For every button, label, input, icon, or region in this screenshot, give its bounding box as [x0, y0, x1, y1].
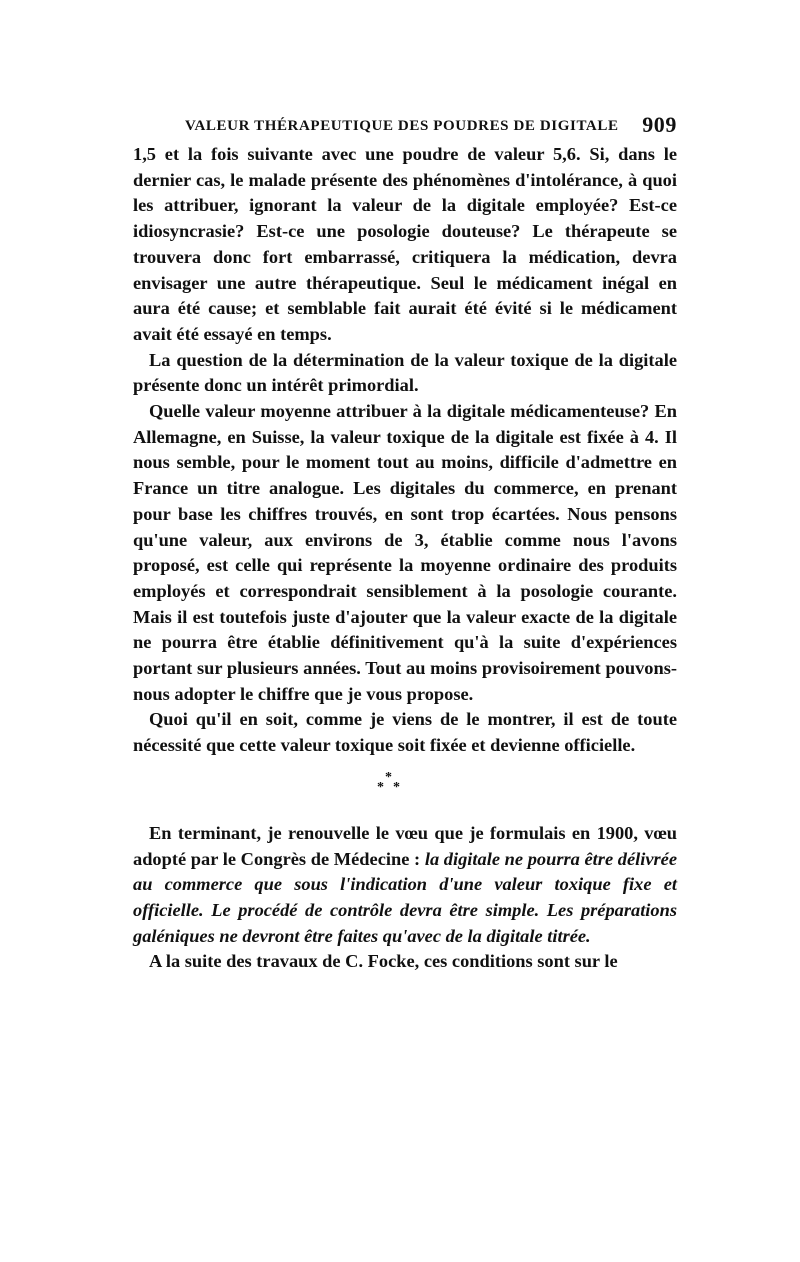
closing-paragraph — [133, 821, 677, 950]
paragraph: Quoi qu'il en soit, comme je viens de le montrer, il est de toute nécessité que cette valeur toxique soit fixée et devienne officielle. — [133, 709, 677, 756]
asterism-star: * — [385, 769, 392, 785]
closing-italic-resolution: la digitale ne pourra être délivrée au commerce que sous l'indication d'une valeur toxique fixe et officielle. Le procédé de contrôle devra être simple. Les préparations galéniques ne devront être faites qu'avec de la digitale titrée. — [133, 848, 677, 946]
running-header — [133, 112, 677, 142]
closing-lead: En terminant, je renouvelle le vœu que je formulais en 1900, vœu adopté par le Congrès de Médecine : — [133, 822, 677, 869]
final-paragraph: A la suite des travaux de C. Focke, ces conditions sont sur le — [149, 951, 618, 972]
asterism-star: * — [377, 779, 384, 795]
running-title: VALEUR THÉRAPEUTIQUE DES POUDRES DE DIGITALE — [185, 118, 619, 134]
book-page — [133, 112, 677, 975]
paragraph-continuation: 1,5 et la fois suivante avec une poudre de valeur 5,6. Si, dans le dernier cas, le malade présente des phénomènes d'intolérance, à quoi les attribuer, ignorant la valeur de la digitale employée? Est-ce idiosyncrasie? Est-ce une posologie douteuse? Le thérapeute se trouvera donc fort embarrassé, critiquera la médication, devra envisager une autre thérapeutique. Seul le médicament inégal en aura été cause; et semblable fait aurait été évité si le médicament avait été essayé en temps. — [133, 144, 677, 344]
asterism-star: * — [393, 779, 400, 795]
paragraph: La question de la détermination de la valeur toxique de la digitale présente donc un intérêt primordial. — [133, 349, 677, 396]
section-asterism — [133, 761, 677, 821]
body-text — [133, 142, 677, 975]
paragraph: Quelle valeur moyenne attribuer à la digitale médicamenteuse? En Allemagne, en Suisse, la valeur toxique de la digitale est fixée à 4. Il nous semble, pour le moment tout au moins, difficile d'admettre en France un titre analogue. Les digitales du commerce, en prenant pour base les chiffres trouvés, en sont trop écartées. Nous pensons qu'une valeur, aux environs de 3, établie comme nous l'avons proposé, est celle qui représente la moyenne ordinaire des produits employés et correspondrait sensiblement à la posologie courante. Mais il est toutefois juste d'ajouter que la valeur exacte de la digitale ne pourra être établie définitivement qu'à la suite d'expériences portant sur plusieurs années. Tout au moins provisoirement pouvons-nous adopter le chiffre que je vous propose. — [133, 401, 677, 704]
page-number: 909 — [642, 112, 677, 137]
